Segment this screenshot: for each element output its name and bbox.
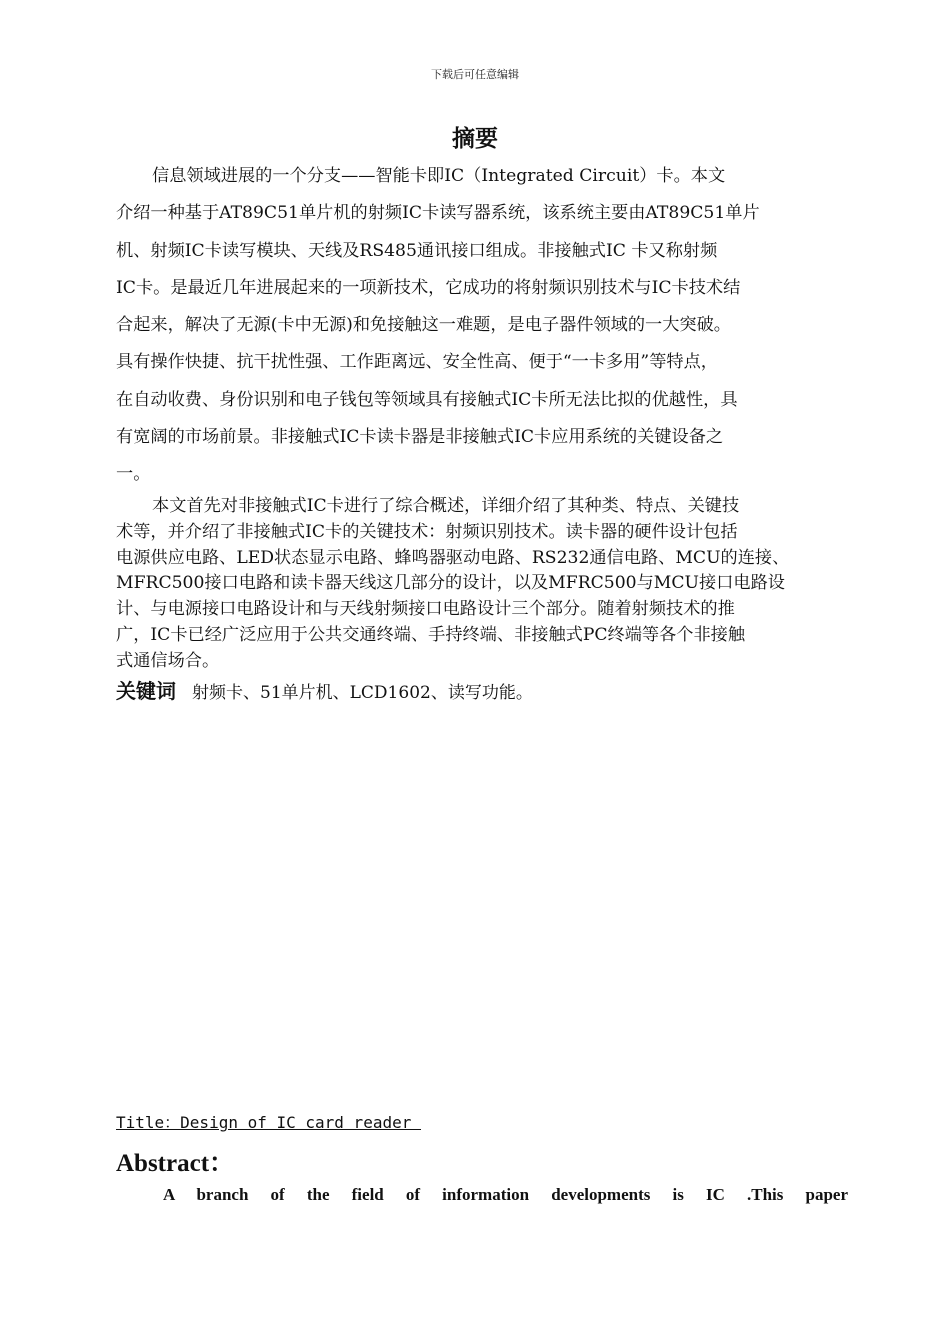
- paragraph-line: 式通信场合。: [116, 650, 220, 671]
- keywords-text: 射频卡、51单片机、LCD1602、读写功能。: [192, 683, 533, 703]
- paragraph-line: 广，IC卡已经广泛应用于公共交通终端、手持终端、非接触式PC终端等各个非接触: [116, 624, 746, 645]
- paragraph-line: 本文首先对非接触式IC卡进行了综合概述，详细介绍了其种类、特点、关键技: [152, 496, 740, 516]
- keywords-line: [116, 675, 533, 704]
- paragraph-line: 电源供应电路、LED状态显示电路、蜂鸣器驱动电路、RS232通信电路、MCU的连接、: [116, 547, 790, 568]
- paragraph-line: 有宽阔的市场前景。非接触式IC卡读卡器是非接触式IC卡应用系统的关键设备之: [116, 427, 724, 448]
- paragraph-line: 机、射频IC卡读写模块、天线及RS485通讯接口组成。非接触式IC 卡又称射频: [116, 240, 718, 261]
- abstract-paragraph-2: [116, 494, 851, 675]
- english-abstract-first-line: A branch of the field of information developments is IC .This paper: [163, 1185, 848, 1204]
- paragraph-line: 一。: [116, 464, 151, 485]
- paragraph-line: IC卡。是最近几年进展起来的一项新技术，它成功的将射频识别技术与IC卡技术结: [116, 277, 741, 298]
- english-title: Title：Design of IC card reader: [116, 1113, 421, 1132]
- paragraph-line: 具有操作快捷、抗干扰性强、工作距离远、安全性高、便于“一卡多用”等特点，: [116, 352, 718, 373]
- paragraph-line: 计、与电源接口电路设计和与天线射频接口电路设计三个部分。随着射频技术的推: [116, 599, 735, 620]
- abstract-paragraph-1: [116, 158, 851, 494]
- paragraph-line: 介绍一种基于AT89C51单片机的射频IC卡读写器系统，该系统主要由AT89C51单片: [116, 203, 760, 224]
- paragraph-line: 信息领域进展的一个分支——智能卡即IC（Integrated Circuit）卡。本文: [152, 166, 726, 186]
- page-header: 下载后可任意编辑: [431, 68, 519, 81]
- keywords-label: 关键词: [116, 679, 176, 703]
- abstract-title-cn: 摘要: [452, 126, 498, 152]
- paragraph-line: 术等，并介绍了非接触式IC卡的关键技术：射频识别技术。读卡器的硬件设计包括: [116, 521, 738, 542]
- paragraph-line: 在自动收费、身份识别和电子钱包等领域具有接触式IC卡所无法比拟的优越性，具: [116, 389, 738, 410]
- abstract-heading-en: Abstract：: [116, 1150, 235, 1177]
- paragraph-line: 合起来，解决了无源(卡中无源)和免接触这一难题，是电子器件领域的一大突破。: [116, 315, 731, 336]
- paragraph-line: MFRC500接口电路和读卡器天线这几部分的设计，以及MFRC500与MCU接口电路设: [116, 573, 785, 594]
